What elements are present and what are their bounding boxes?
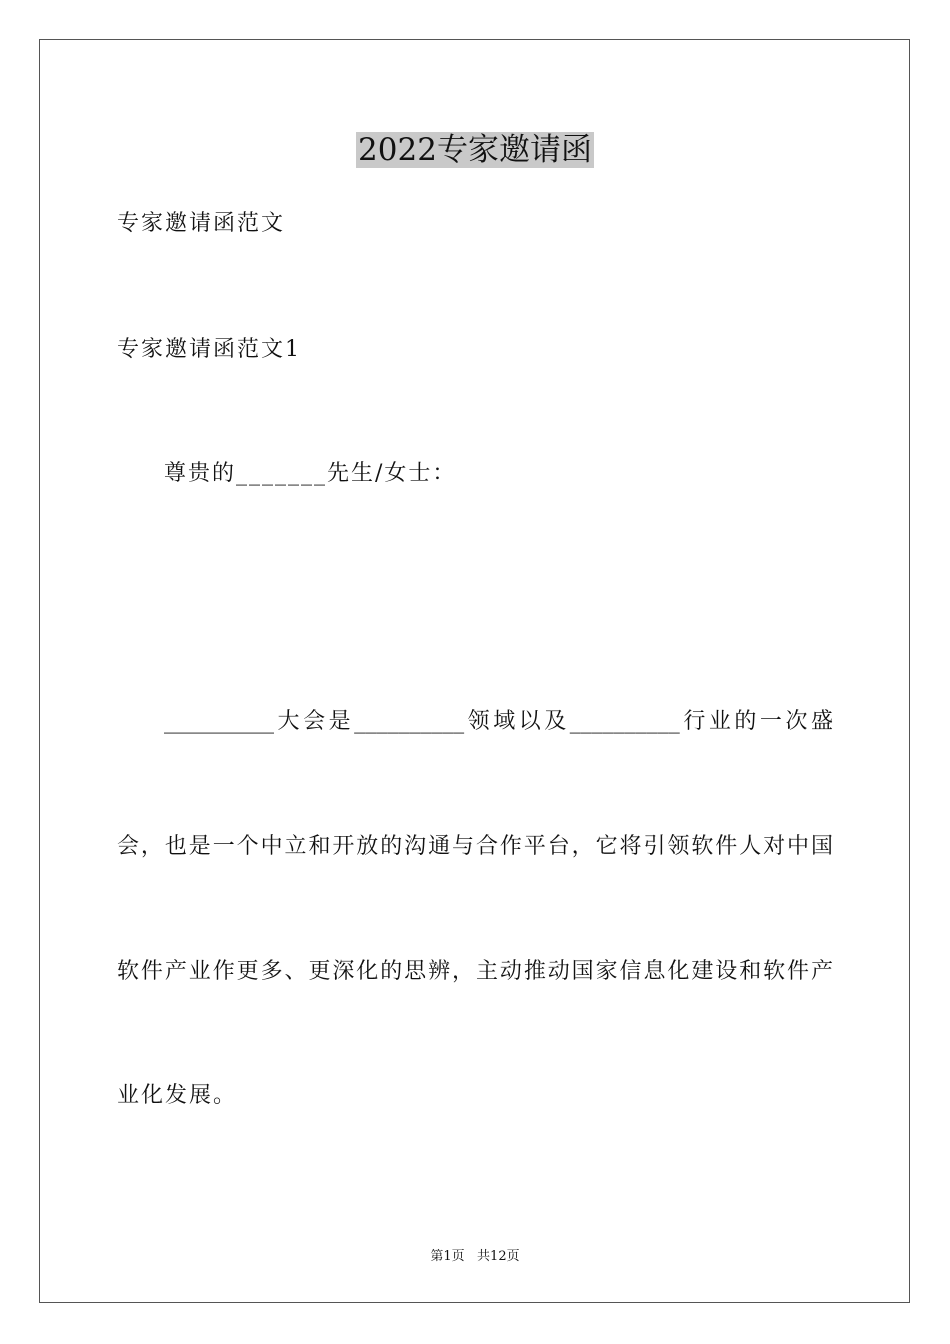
document-title-text: 2022专家邀请函	[358, 132, 592, 168]
document-subtitle: 专家邀请函范文	[117, 211, 286, 236]
salutation: 尊贵的_______先生/女士：	[164, 461, 457, 486]
document-title	[0, 130, 950, 170]
body-line-3: 软件产业作更多、更深化的思辨，主动推动国家信息化建设和软件产	[117, 959, 833, 984]
page-footer: 第1页 共12页	[430, 1249, 520, 1264]
body-line-1: __________大会是__________领域以及__________行业的一次盛	[164, 709, 833, 734]
section-heading: 专家邀请函范文1	[117, 337, 301, 362]
body-line-2: 会，也是一个中立和开放的沟通与合作平台，它将引领软件人对中国	[117, 834, 833, 859]
body-line-4: 业化发展。	[117, 1083, 238, 1108]
